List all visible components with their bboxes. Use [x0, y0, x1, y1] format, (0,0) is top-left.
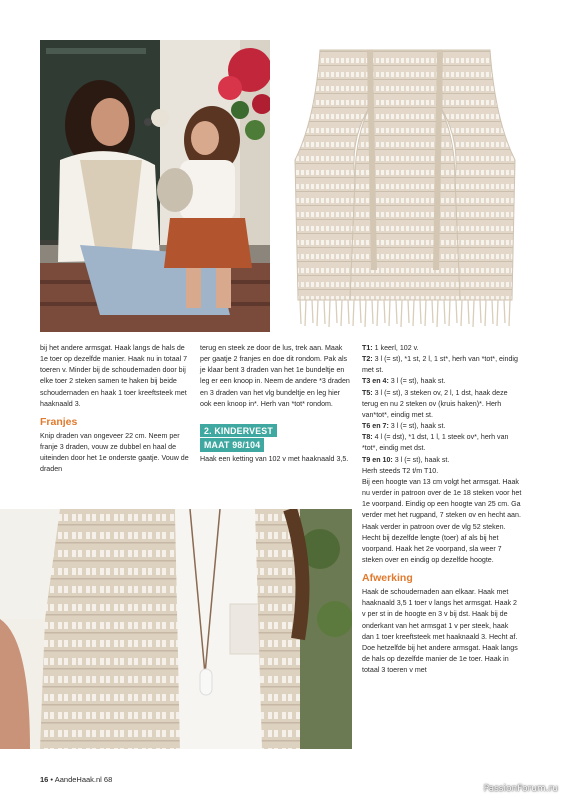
row-text: 3 l (= st), haak st.	[392, 455, 450, 464]
row-text: 3 l (= st), *1 st, 2 l, 1 st*, herh van *tot*, eindig met st.	[362, 355, 518, 375]
closeup-illustration	[0, 509, 352, 749]
watermark: PassionForum.ru	[483, 784, 558, 794]
mother-and-daughter-photo	[40, 40, 270, 332]
row-text: 1 keerl, 102 v.	[372, 344, 419, 352]
text-column-1	[40, 343, 190, 476]
text-column-2	[200, 343, 352, 465]
instruction-paragraph: Haak de schoudernaden aan elkaar. Haak met haaknaald 3,5 1 toer v langs het armsgat. Haak 2 v per st in de hoogte en 3 v bij dst. Haak bij de onderkant van het armsgat 1 v per steek, haak dan 1 toer kreeftsteek met haaknaald 3. Hecht af. Doe hetzelfde bij het andere armsgat. Haak langs de hals op dezelfde manier de 1e toer. Haak in totaal 3 toeren v met	[362, 588, 518, 675]
instruction-paragraph: bij het andere armsgat. Haak langs de hals de 1e toer op dezelfde manier. Haak nu in totaal 7 toeren v. Minder bij de schoudernaden door bij elke toer 2 steken samen te haken bij beide schoudernaden en haak 1 toer kreeftsteek met haaknaald 3.	[40, 344, 188, 408]
row-label: T6 en 7:	[362, 422, 389, 431]
row-t1	[362, 343, 522, 354]
magazine-title: AandeHaak.nl 68	[54, 775, 113, 784]
section-heading-afwerking: Afwerking	[362, 572, 413, 585]
badge-size: MAAT 98/104	[200, 438, 264, 452]
badge-title: 2. KINDERVEST	[200, 424, 277, 438]
row-text: 4 l (= dst), *1 dst, 1 l, 1 steek ov*, herh van *tot*, eindig met dst.	[362, 433, 509, 453]
row-label: T3 en 4:	[362, 377, 389, 386]
row-label: T9 en 10:	[362, 455, 393, 464]
row-text: 3 l (= st), 3 steken ov, 2 l, 1 dst, haak deze terug en nu 2 steken ov (kruis haken)*. Herh van*tot*, eindig met st.	[362, 388, 508, 419]
photo-illustration	[40, 40, 270, 332]
row-t3-4	[362, 376, 522, 387]
row-t2	[362, 354, 522, 376]
row-t5	[362, 388, 522, 421]
vest-closeup-photo	[0, 509, 352, 749]
section-heading-franjes: Franjes	[40, 415, 78, 428]
row-label: T8:	[362, 433, 373, 442]
page-footer	[40, 775, 112, 784]
row-t9-10	[362, 455, 522, 466]
text-column-3	[362, 343, 522, 676]
page-number: 16	[40, 775, 49, 784]
instruction-paragraph: Haak een ketting van 102 v met haaknaald 3,5.	[200, 455, 349, 464]
row-text: 3 l (= st), haak st.	[388, 377, 446, 386]
row-label: T5:	[362, 388, 373, 397]
vest-illustration	[290, 40, 520, 332]
row-label: T2:	[362, 355, 373, 364]
instruction-paragraph: Bij een hoogte van 13 cm volgt het armsgat. Haak nu verder in patroon over de 1e 18 steken voor het 1e voorpand. Eindig op een hoogte van 25 cm. Ga verder met het rugpand, 7 steken ov en hecht aan. Haak verder in patroon over de vlg 52 steken. Hecht bij dezelfde lengte (toer) af als bij het voorpand. Haak het 2e voorpand, sla weer 7 steken over en eindig op dezelfde hoogte.	[362, 477, 522, 564]
row-text: 3 l (= st), haak st.	[388, 422, 446, 431]
row-t6-7	[362, 421, 522, 432]
row-label: T1:	[362, 344, 373, 352]
footer-separator: •	[48, 775, 55, 784]
instruction-paragraph: terug en steek ze door de lus, trek aan. Maak per gaatje 2 franjes en doe dit rondom. Pak als je klaar bent 3 draden van het 1e bundeltje en leg er een knoop in. Neem de andere *3 draden en 3 draden van het vlg bundeltje en leg hier ook een knoop in*. Herh van *tot* rondom.	[200, 344, 350, 408]
repeat-note: Herh steeds T2 t/m T10.	[362, 466, 439, 475]
crochet-vest-flatlay	[290, 40, 520, 332]
instruction-paragraph: Knip draden van ongeveer 22 cm. Neem per franje 3 draden, vouw ze dubbel en haal de uiteinden door het 1e onderste gaatje. Vouw de draden	[40, 431, 189, 474]
section-badge	[200, 418, 352, 452]
row-t8	[362, 432, 522, 454]
